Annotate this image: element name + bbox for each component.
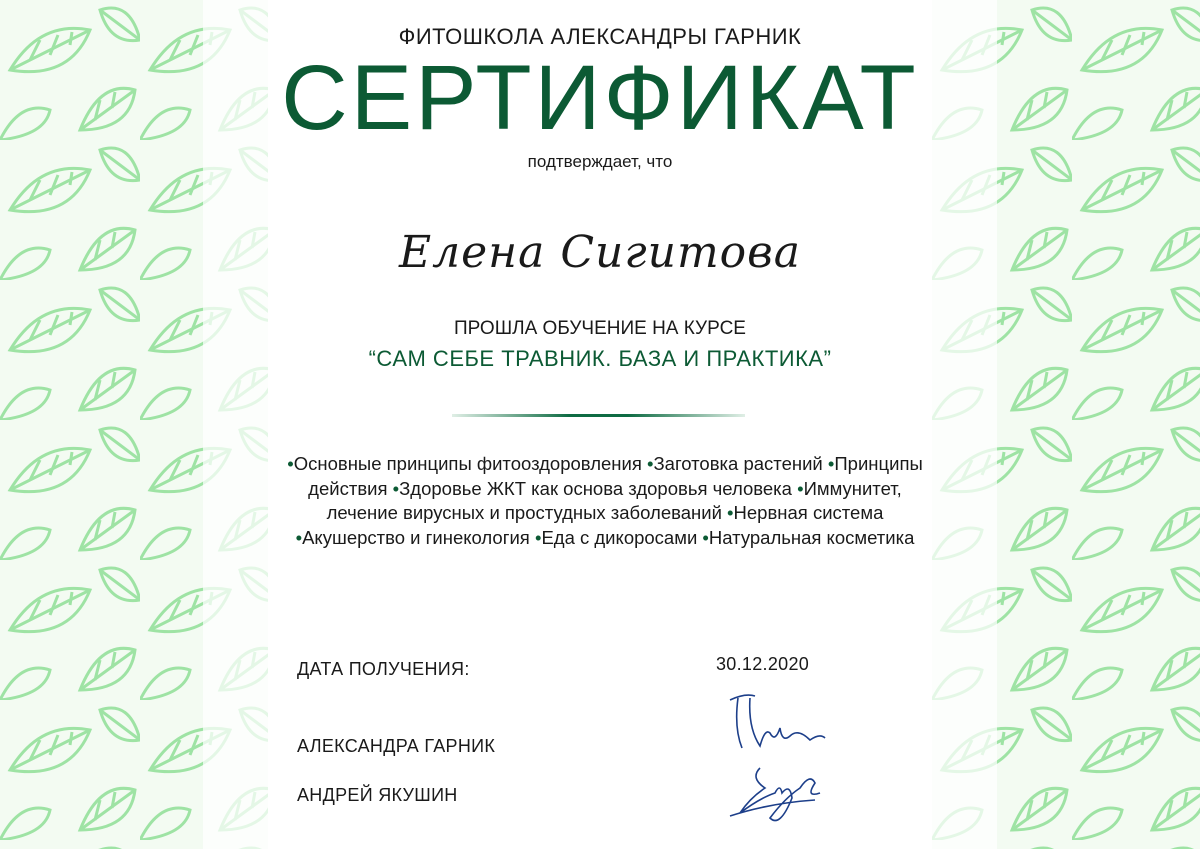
passed-course-label: ПРОШЛА ОБУЧЕНИЕ НА КУРСЕ (454, 318, 746, 339)
topic-text: Еда с дикоросами (541, 526, 698, 548)
school-name: ФИТОШКОЛА АЛЕКСАНДРЫ ГАРНИК (398, 24, 802, 49)
topic-item (296, 527, 530, 548)
topic-item (287, 453, 642, 474)
date-label: ДАТА ПОЛУЧЕНИЯ: (297, 659, 470, 679)
topic-item (727, 502, 883, 523)
divider (452, 414, 745, 417)
topic-item (647, 453, 823, 474)
course-title: “САМ СЕБЕ ТРАВНИК. БАЗА И ПРАКТИКА” (368, 346, 832, 371)
topic-text: Иммунитет, лечение вирусных и простудных заболеваний (326, 477, 902, 523)
date-value: 30.12.2020 (716, 654, 810, 674)
topic-item (535, 527, 697, 548)
topic-text: Натуральная косметика (708, 526, 915, 548)
signer-name: АНДРЕЙ ЯКУШИН (297, 785, 458, 805)
topic-text: Принципы действия (308, 453, 923, 499)
bullet-icon: • (647, 453, 654, 474)
bullet-icon: • (727, 502, 734, 523)
certificate-title: СЕРТИФИКАТ (281, 47, 919, 149)
signer-name: АЛЕКСАНДРА ГАРНИК (297, 736, 496, 756)
topic-item (393, 478, 792, 499)
bullet-icon: • (534, 526, 542, 548)
bullet-icon: • (827, 453, 835, 474)
signatures-image (720, 688, 830, 838)
topics-list (280, 452, 930, 550)
topic-text: Заготовка растений (653, 453, 823, 474)
topic-text: Здоровье ЖКТ как основа здоровья человека (399, 477, 792, 499)
bullet-icon: • (702, 526, 709, 548)
topic-text: Нервная система (733, 502, 884, 523)
bullet-icon: • (392, 477, 400, 499)
bullet-icon: • (797, 477, 804, 499)
topic-text: Основные принципы фитооздоровления (293, 453, 642, 474)
bullet-icon: • (287, 453, 294, 474)
topic-text: Акушерство и гинекология (302, 526, 530, 548)
topic-item (702, 527, 914, 548)
confirms-text: подтверждает, что (527, 152, 673, 171)
recipient-name: Елена Сигитова (398, 227, 801, 278)
bullet-icon: • (295, 526, 303, 548)
